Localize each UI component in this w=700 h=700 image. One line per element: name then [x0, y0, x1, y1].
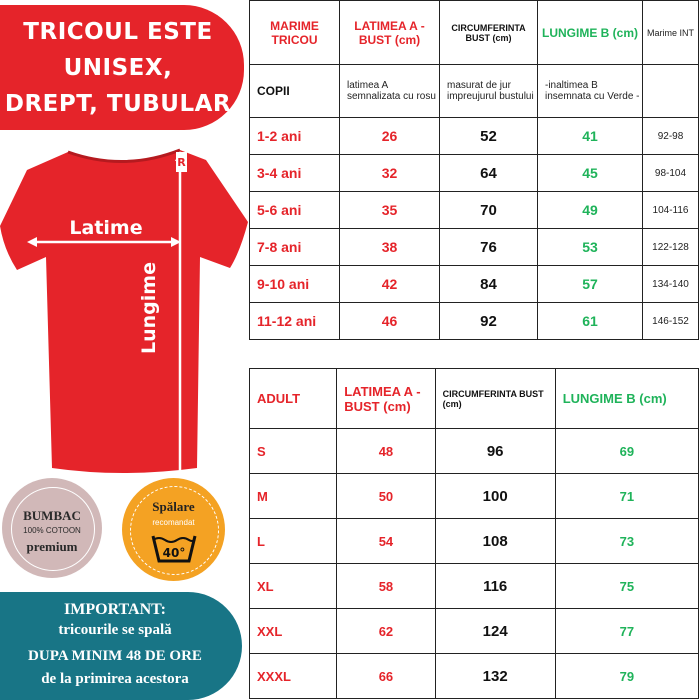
kids-circumference-cell: 76 — [440, 229, 538, 266]
kids-size-cell: 11-12 ani — [250, 303, 340, 340]
adult-length-cell: 69 — [555, 429, 698, 474]
kids-group-label: COPII — [250, 65, 340, 118]
kids-header-circumference: CIRCUMFERINTA BUST (cm) — [440, 1, 538, 65]
kids-width-note: latimea A semnalizata cu rosu — [340, 65, 440, 118]
kids-intl-cell: 92-98 — [643, 118, 699, 155]
adult-header-length: LUNGIME B (cm) — [555, 369, 698, 429]
adult-width-cell: 50 — [337, 474, 435, 519]
kids-width-cell: 35 — [340, 192, 440, 229]
kids-intl-cell: 146-152 — [643, 303, 699, 340]
table-row — [250, 192, 699, 229]
kids-intl-cell: 98-104 — [643, 155, 699, 192]
kids-intl-cell: 122-128 — [643, 229, 699, 266]
notice-line-1: IMPORTANT: — [64, 601, 166, 618]
wash-badge-subtitle: recomandat — [152, 518, 195, 527]
adult-width-cell: 54 — [337, 519, 435, 564]
adult-size-table — [249, 368, 699, 699]
kids-circumference-cell: 52 — [440, 118, 538, 155]
table-row — [250, 564, 699, 609]
table-row — [250, 519, 699, 564]
kids-circumference-note: masurat de jur impreujurul bustului — [440, 65, 538, 118]
table-row — [250, 474, 699, 519]
cotton-badge-title: BUMBAC — [23, 508, 81, 523]
adult-header-size: ADULT — [250, 369, 337, 429]
table-row — [250, 118, 699, 155]
banner-line-3: DREPT, TUBULAR — [4, 91, 232, 117]
brand-logo: R — [177, 156, 186, 169]
kids-size-cell: 1-2 ani — [250, 118, 340, 155]
table-row — [250, 303, 699, 340]
adult-width-cell: 48 — [337, 429, 435, 474]
adult-size-cell: M — [250, 474, 337, 519]
kids-width-cell: 42 — [340, 266, 440, 303]
kids-size-cell: 3-4 ani — [250, 155, 340, 192]
wash-temperature: 40° — [162, 546, 186, 560]
kids-header-row — [250, 1, 699, 65]
kids-circumference-cell: 70 — [440, 192, 538, 229]
tshirt-illustration — [0, 140, 250, 490]
adult-circumference-cell: 132 — [435, 654, 555, 699]
banner-line-1: TRICOUL ESTE — [23, 19, 213, 45]
kids-intl-cell: 134-140 — [643, 266, 699, 303]
cotton-badge-premium: premium — [26, 539, 78, 554]
tshirt-body — [0, 150, 248, 473]
table-row — [250, 229, 699, 266]
adult-size-cell: L — [250, 519, 337, 564]
kids-circumference-cell: 92 — [440, 303, 538, 340]
adult-circumference-cell: 100 — [435, 474, 555, 519]
notice-line-3: DUPA MINIM 48 DE ORE — [28, 648, 202, 664]
kids-length-note: -inaltimea B insemnata cu Verde - — [538, 65, 643, 118]
adult-circumference-cell: 96 — [435, 429, 555, 474]
adult-header-width: LATIMEA A - BUST (cm) — [337, 369, 435, 429]
adult-size-cell: XL — [250, 564, 337, 609]
kids-width-cell: 38 — [340, 229, 440, 266]
unisex-banner — [0, 5, 244, 130]
adult-circumference-cell: 108 — [435, 519, 555, 564]
kids-header-intl: Marime INT — [643, 1, 699, 65]
kids-length-cell: 61 — [538, 303, 643, 340]
notice-line-2: tricourile se spală — [58, 622, 172, 638]
kids-intl-cell: 104-116 — [643, 192, 699, 229]
banner-line-2: UNISEX, — [63, 55, 173, 81]
kids-header-width: LATIMEA A - BUST (cm) — [340, 1, 440, 65]
kids-length-cell: 57 — [538, 266, 643, 303]
notice-line-4: de la primirea acestora — [41, 671, 189, 687]
adult-length-cell: 73 — [555, 519, 698, 564]
table-row — [250, 155, 699, 192]
kids-length-cell: 49 — [538, 192, 643, 229]
adult-width-cell: 62 — [337, 609, 435, 654]
kids-length-cell: 53 — [538, 229, 643, 266]
washing-notice — [0, 592, 242, 700]
table-row — [250, 609, 699, 654]
cotton-badge — [2, 478, 102, 578]
wash-badge-title: Spălare — [152, 499, 195, 514]
adult-length-cell: 75 — [555, 564, 698, 609]
adult-size-cell: XXXL — [250, 654, 337, 699]
adult-circumference-cell: 116 — [435, 564, 555, 609]
kids-size-cell: 5-6 ani — [250, 192, 340, 229]
wash-badge — [122, 478, 225, 581]
table-row — [250, 266, 699, 303]
kids-size-table — [249, 0, 699, 340]
adult-width-cell: 58 — [337, 564, 435, 609]
table-row — [250, 429, 699, 474]
tshirt-svg — [0, 140, 250, 490]
kids-size-cell: 7-8 ani — [250, 229, 340, 266]
adult-width-cell: 66 — [337, 654, 435, 699]
kids-length-cell: 45 — [538, 155, 643, 192]
adult-size-cell: XXL — [250, 609, 337, 654]
adult-header-circumference: CIRCUMFERINTA BUST (cm) — [435, 369, 555, 429]
kids-circumference-cell: 64 — [440, 155, 538, 192]
kids-width-cell: 26 — [340, 118, 440, 155]
cotton-badge-subtitle: 100% COTOON — [23, 526, 81, 535]
adult-circumference-cell: 124 — [435, 609, 555, 654]
kids-header-length: LUNGIME B (cm) — [538, 1, 643, 65]
kids-subheader-row — [250, 65, 699, 118]
table-row — [250, 654, 699, 699]
kids-circumference-cell: 84 — [440, 266, 538, 303]
adult-size-cell: S — [250, 429, 337, 474]
adult-header-row — [250, 369, 699, 429]
kids-header-size: MARIME TRICOU — [250, 1, 340, 65]
adult-length-cell: 71 — [555, 474, 698, 519]
kids-intl-note — [643, 65, 699, 118]
length-label: Lungime — [138, 262, 160, 354]
adult-length-cell: 77 — [555, 609, 698, 654]
width-label: Latime — [69, 217, 143, 239]
adult-length-cell: 79 — [555, 654, 698, 699]
wash-tub-icon — [151, 532, 197, 564]
kids-size-cell: 9-10 ani — [250, 266, 340, 303]
kids-width-cell: 46 — [340, 303, 440, 340]
kids-width-cell: 32 — [340, 155, 440, 192]
kids-length-cell: 41 — [538, 118, 643, 155]
